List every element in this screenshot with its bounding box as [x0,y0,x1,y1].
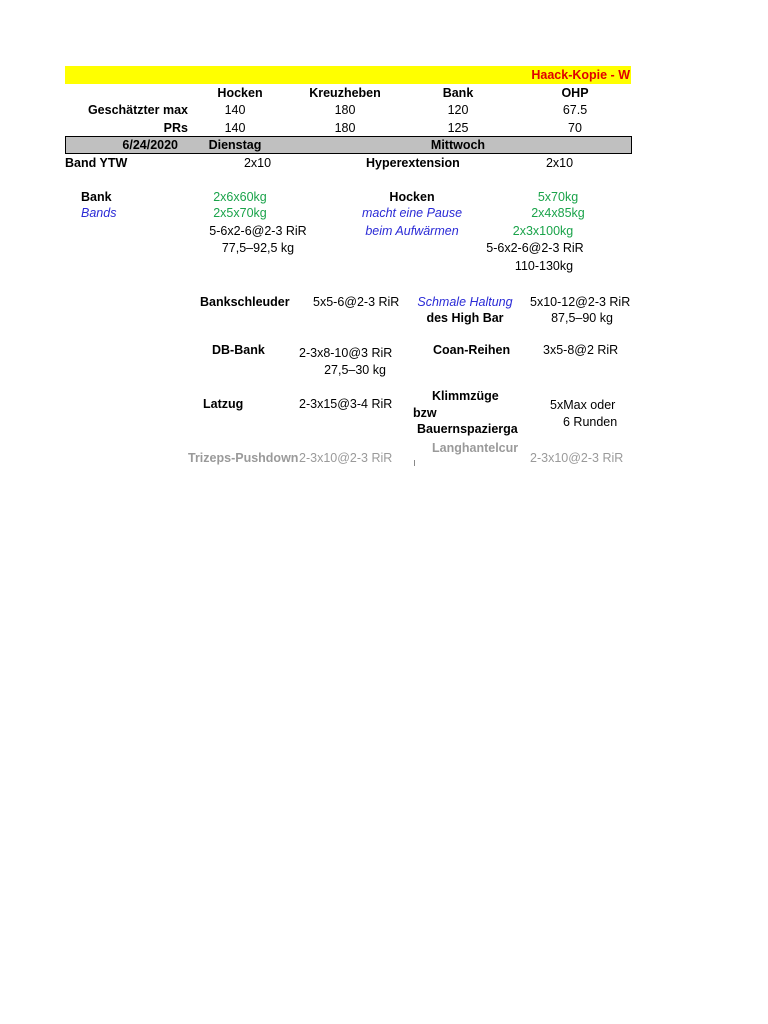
main-right-set-2: 2x4x85kg [531,206,585,220]
cell-estimated-ohp: 67.5 [562,103,588,117]
date-cell: 6/24/2020 [122,138,178,152]
main-right-note-1: macht eine Pause [361,206,463,220]
main-left-set-2: 2x5x70kg [213,206,267,220]
acc-langhantel-value: 2-3x10@2-3 RiR [530,451,624,465]
main-right-set-3: 2x3x100kg [512,224,574,238]
acc-trizeps-value: 2-3x10@2-3 RiR [299,451,393,465]
acc-klimm-value-2: 6 Runden [563,415,618,429]
day-mittwoch: Mittwoch [430,138,486,152]
acc-schmale-value: 5x10-12@2-3 RiR [530,295,631,309]
row-label-estimated-max: Geschätzter max [87,103,188,117]
acc-dbbank-range: 27,5–30 kg [324,363,386,377]
main-left-set-1: 2x6x60kg [213,190,267,204]
col-header-bank: Bank [442,86,474,100]
acc-schmale-note: Schmale Haltung [417,295,513,309]
main-left-scheme: 5-6x2-6@2-3 RiR [209,224,307,238]
acc-latzug-name: Latzug [203,397,244,411]
main-right-set-1: 5x70kg [537,190,579,204]
acc-klimm-name-1: Klimmzüge [432,389,499,403]
cell-estimated-kreuzheben: 180 [334,103,356,117]
acc-dbbank-value: 2-3x8-10@3 RiR [299,346,393,360]
acc-trizeps-name: Trizeps-Pushdown [188,451,299,465]
acc-langhantel-name: Langhantelcur [432,441,519,455]
acc-bankschleuder-name: Bankschleuder [200,295,290,309]
main-left-range: 77,5–92,5 kg [221,241,295,255]
acc-schmale-range: 87,5–90 kg [551,311,613,325]
main-right-label: Hocken [389,190,435,204]
cell-prs-hocken: 140 [224,121,246,135]
acc-schmale-name: des High Bar [426,311,504,325]
col-header-ohp: OHP [561,86,589,100]
acc-bankschleuder-value: 5x5-6@2-3 RiR [313,295,400,309]
row-label-prs: PRs [163,121,188,135]
main-left-label: Bank [81,190,112,204]
sheet-title: Haack-Kopie - W [531,68,630,82]
main-right-note-2: beim Aufwärmen [365,224,459,238]
acc-latzug-value: 2-3x15@3-4 RiR [299,397,393,411]
acc-klimm-value-1: 5xMax oder [550,398,616,412]
cell-prs-kreuzheben: 180 [334,121,356,135]
acc-klimm-name-2: bzw [413,406,437,420]
main-right-range: 110-130kg [514,259,574,273]
acc-dbbank-name: DB-Bank [212,343,265,357]
col-header-kreuzheben: Kreuzheben [309,86,381,100]
main-left-note: Bands [81,206,117,220]
col-header-hocken: Hocken [217,86,263,100]
main-right-scheme: 5-6x2-6@2-3 RiR [486,241,584,255]
day-dienstag: Dienstag [208,138,262,152]
acc-klimm-name-3: Bauernspazierga [417,422,518,436]
acc-coan-name: Coan-Reihen [433,343,511,357]
cell-prs-ohp: 70 [568,121,582,135]
warmup-right-label: Hyperextension [366,156,460,170]
cell-estimated-bank: 120 [447,103,469,117]
warmup-left-value: 2x10 [243,156,272,170]
cell-estimated-hocken: 140 [224,103,246,117]
cell-edge-marker [414,460,415,466]
warmup-left-label: Band YTW [65,156,128,170]
warmup-right-value: 2x10 [545,156,574,170]
acc-coan-value: 3x5-8@2 RiR [543,343,619,357]
cell-prs-bank: 125 [447,121,469,135]
